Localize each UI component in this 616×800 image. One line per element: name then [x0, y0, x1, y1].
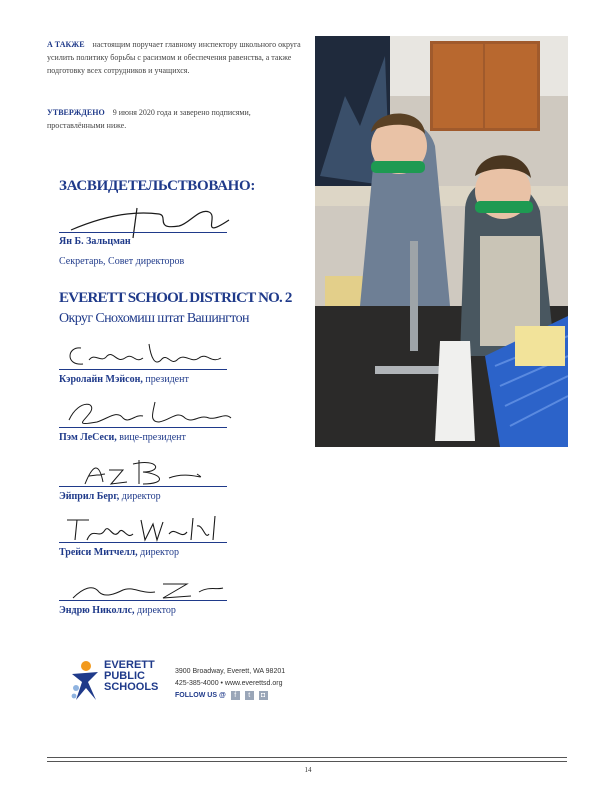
handwritten-signature — [59, 512, 229, 546]
paragraph-lead: А ТАКЖЕ — [47, 40, 85, 49]
paragraph-text: 9 июня 2020 года и заверено подписями, проставлёнными ниже. — [47, 108, 251, 130]
signature-line — [59, 600, 227, 601]
logo-wordmark: EVERETT PUBLIC SCHOOLS — [104, 659, 159, 693]
attestation-heading: ЗАСВИДЕТЕЛЬСТВОВАНО: — [59, 178, 256, 194]
students-lab-photo — [315, 36, 568, 447]
facebook-icon[interactable]: f — [231, 691, 240, 700]
intro-paragraph-approved — [47, 106, 307, 132]
signatory-name: Эйприл Берг, директор — [59, 491, 161, 502]
handwritten-signature — [59, 396, 239, 430]
district-name: EVERETT SCHOOL DISTRICT NO. 2 — [59, 290, 292, 306]
signature-block-vice-president — [59, 396, 227, 446]
logo-figure-icon — [68, 660, 100, 702]
page-number: 14 — [304, 766, 312, 774]
contact-address: 3900 Broadway, Everett, WA 98201 — [175, 668, 286, 675]
signature-block-director-mitchell — [59, 512, 227, 562]
signatory-name: Эндрю Николлс, директор — [59, 605, 176, 616]
contact-phone-web: 425-385-4000 • www.everettsd.org — [175, 680, 283, 687]
secretary-signature-block — [59, 200, 227, 260]
signature-line — [59, 232, 227, 233]
district-subtitle: Округ Снохомиш штат Вашингтон — [59, 311, 249, 326]
photo-illustration — [315, 36, 568, 447]
paragraph-text: настоящим поручает главному инспектору школьного округа усилить политику борьбы с расизмом и обеспечения равенства, а также подготовку всех сотрудников и учащихся. — [47, 40, 301, 75]
follow-us-label: FOLLOW US @ — [175, 692, 226, 699]
signature-line — [59, 486, 227, 487]
signature-line — [59, 369, 227, 370]
signatory-name: Трейси Митчелл, директор — [59, 547, 180, 558]
paragraph-lead: УТВЕРЖДЕНО — [47, 108, 105, 117]
signatory-name: Ян Б. Зальцман — [59, 236, 131, 247]
twitter-icon[interactable]: t — [245, 691, 254, 700]
handwritten-signature — [59, 456, 229, 490]
signature-line — [59, 542, 227, 543]
instagram-icon[interactable]: ◘ — [259, 691, 268, 700]
intro-paragraph-also — [47, 38, 307, 77]
signature-line — [59, 427, 227, 428]
contact-block — [175, 666, 285, 702]
handwritten-signature — [59, 338, 229, 372]
secretary-title: Секретарь, Совет директоров — [59, 256, 185, 267]
signature-block-president — [59, 338, 227, 388]
signatory-name: Кэролайн Мэйсон, президент — [59, 374, 189, 385]
footer-rule — [47, 757, 567, 762]
signature-block-director-nicholls — [59, 572, 227, 622]
signatory-name: Пэм ЛеСеси, вице-президент — [59, 432, 186, 443]
signature-block-director-berg — [59, 456, 227, 506]
